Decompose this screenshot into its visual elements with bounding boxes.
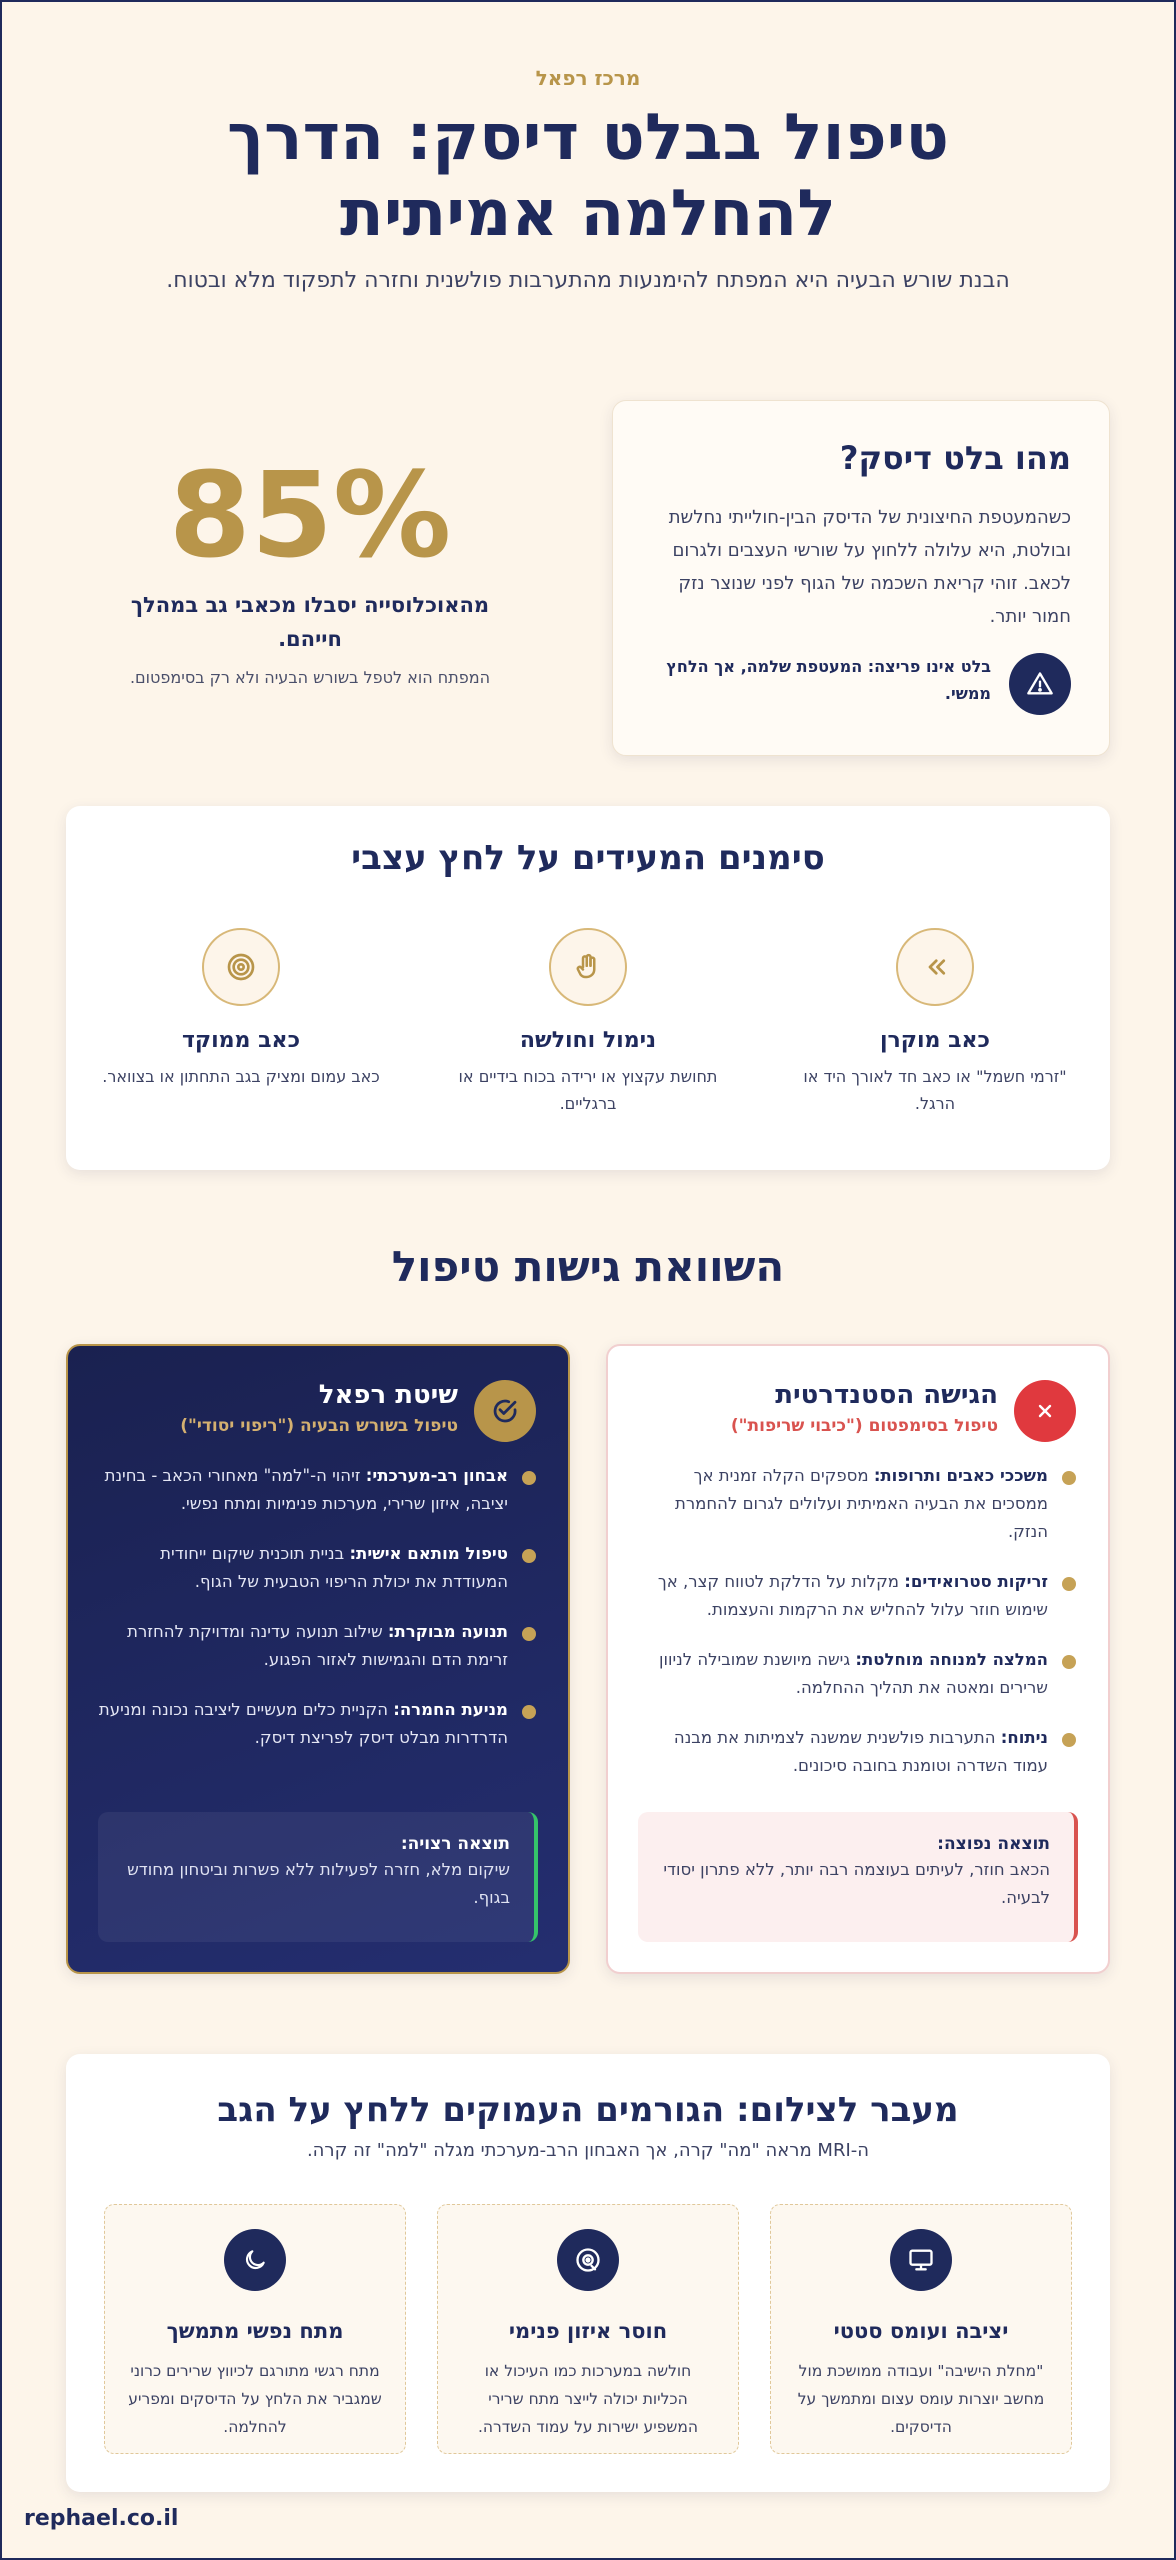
list-item: אבחון רב-מערכתי: זיהוי ה-"למה" מאחורי הכאב - בחינת יציבה, איזון שרירי, מערכות פנימיות ומתח נפשי.: [96, 1462, 536, 1518]
rafael-list: [96, 1462, 536, 1774]
symptoms-card: [66, 806, 1110, 1170]
result-text: הכאב חוזר, לעיתים בעוצמה רבה יותר, ללא פתרון יסודי לבעיה.: [663, 1860, 1050, 1907]
cause-item-internal: [437, 2204, 739, 2454]
standard-list: [636, 1462, 1076, 1802]
symptom-title: נימול וחולשה: [519, 1028, 657, 1053]
rafael-method-card: [66, 1344, 570, 1974]
list-item: ניתוח: התערבות פולשנית שמשנה לצמיתות את מבנה עמוד השדרה וטומנת בחובה סיכונים.: [636, 1724, 1076, 1780]
imaging-title: מעבר לצילום: הגורמים העמוקים ללחץ על הגב: [217, 2090, 959, 2130]
symptom-item-radiating: [790, 928, 1080, 1117]
stat-value: 85%: [168, 446, 452, 584]
check-icon: [474, 1380, 536, 1442]
warning-icon: [1009, 653, 1071, 715]
x-icon: [1014, 1380, 1076, 1442]
list-item: המלצה למנוחה מוחלטת: גישה מיושנת שמובילה לניוון שרירים ומאטה את תהליך ההחלמה.: [636, 1646, 1076, 1702]
result-text: שיקום מלא, חזרה לפעילות ללא פשרות וביטחון מחודש בגוף.: [127, 1860, 510, 1907]
standard-title: הגישה הסטנדרטית: [775, 1380, 998, 1410]
rafael-result-box: [98, 1812, 538, 1942]
cause-item-stress: [104, 2204, 406, 2454]
page-title: טיפול בבלט דיסק: הדרך להחלמה אמיתית: [227, 101, 949, 251]
what-is-card: [612, 400, 1110, 756]
symptom-desc: "זרמי חשמל" או כאב חד לאורך היד או הרגל.: [803, 1067, 1067, 1113]
double-chevron-icon: [896, 928, 974, 1006]
hand-icon: [549, 928, 627, 1006]
footer-site-link[interactable]: rephael.co.il: [24, 2506, 179, 2531]
page-subtitle: הבנת שורש הבעיה היא המפתח להימנעות מהתערבות פולשנית וחזרה לתפקוד מלא ובטוח.: [166, 268, 1010, 293]
rafael-title: שיטת רפאל: [318, 1380, 458, 1410]
symptom-item-numbness: [443, 928, 733, 1117]
cause-item-posture: [770, 2204, 1072, 2454]
cause-desc: חולשה במערכות כמו העיכול או הכליות יכולה לייצר מתח שרירי המשפיע ישירות על עמוד השדרה.: [477, 2362, 699, 2436]
monitor-icon: [890, 2229, 952, 2291]
symptom-desc: כאב עמום ומציק בגב התחתון או בצוואר.: [102, 1067, 380, 1086]
moon-icon: [224, 2229, 286, 2291]
list-item: זריקות סטרואידים: מקלות על הדלקת לטווח קצר, אך שימוש חוזר עלול להחליש את הרקמות והעצמות.: [636, 1568, 1076, 1624]
cause-title: מתח נפשי מתמשך: [166, 2319, 344, 2343]
what-is-title: מהו בלט דיסק?: [839, 439, 1071, 477]
symptom-title: כאב ממוקד: [181, 1028, 301, 1053]
symptom-desc: תחושת עקצוץ או ירידה בכוח בידיים או ברגליים.: [458, 1067, 718, 1113]
standard-result-box: [638, 1812, 1078, 1942]
stethoscope-icon: [557, 2229, 619, 2291]
standard-subtitle: טיפול בסימפטום ("כיבוי שריפות"): [730, 1416, 998, 1436]
rafael-subtitle: טיפול בשורש הבעיה ("ריפוי יסודי"): [180, 1416, 458, 1436]
eyebrow-brand: מרכז רפאל: [535, 66, 641, 90]
result-title: תוצאה נפוצה:: [937, 1834, 1050, 1854]
cause-desc: מתח רגשי מתורגם לכיווץ שרירים כרוני שמגביר את הלחץ על הדיסקים ומפריע להחלמה.: [128, 2362, 382, 2436]
symptoms-title: סימנים המעידים על לחץ עצבי: [351, 838, 825, 878]
symptom-title: כאב מוקרן: [879, 1028, 991, 1053]
target-icon: [202, 928, 280, 1006]
imaging-subtitle: ה-MRI מראה "מה" קרה, אך האבחון הרב-מערכתי מגלה "למה" זה קרה.: [306, 2140, 870, 2161]
cause-title: יציבה ועומס סטטי: [833, 2319, 1009, 2343]
result-title: תוצאה רצויה:: [400, 1834, 510, 1854]
what-is-body: כשהמעטפת החיצונית של הדיסק הבין-חולייתי נחלשת ובולטת, היא עלולה ללחוץ על שורשי העצבים ולגרום לכאב. זוהי קריאת השכמה של הגוף לפני שנוצר נזק חמור יותר.: [668, 507, 1071, 627]
symptom-item-focused: [96, 928, 386, 1090]
list-item: תנועה מבוקרת: שילוב תנועה עדינה ומדויקת להחזרת זרימת הדם והגמישות לאזור הפגוע.: [96, 1618, 536, 1674]
stat-footnote: המפתח הוא לטפל בשורש הבעיה ולא רק בסימפטום.: [129, 668, 491, 687]
list-item: מניעת החמרה: הקניית כלים מעשיים ליציבה נכונה ומניעת הדרדרות מבלט דיסק לפריצת דיסק.: [96, 1696, 536, 1752]
imaging-card: [66, 2054, 1110, 2492]
comparison-title: השוואת גישות טיפול: [391, 1242, 785, 1291]
cause-title: חוסר איזון פנימי: [508, 2319, 668, 2343]
standard-approach-card: [606, 1344, 1110, 1974]
cause-desc: "מחלת הישיבה" ועבודה ממושכת מול מחשב יוצרות עומס עצום ומתמשך על הדיסקים.: [797, 2362, 1045, 2436]
list-item: משככי כאבים ותרופות: מספקים הקלה זמנית אך ממסכים את הבעיה האמיתית ועלולים לגרום להחמרת הנזק.: [636, 1462, 1076, 1546]
what-is-note: בלט אינו פריצה: המעטפת שלמה, אך הלחץ ממשי.: [666, 657, 991, 703]
list-item: טיפול מותאם אישית: בניית תוכנית שיקום ייחודית המעודדת את יכולת הריפוי הטבעית של הגוף.: [96, 1540, 536, 1596]
stat-label: מהאוכלוסייה יסבלו מכאבי גב במהלך חייהם.: [130, 593, 490, 651]
